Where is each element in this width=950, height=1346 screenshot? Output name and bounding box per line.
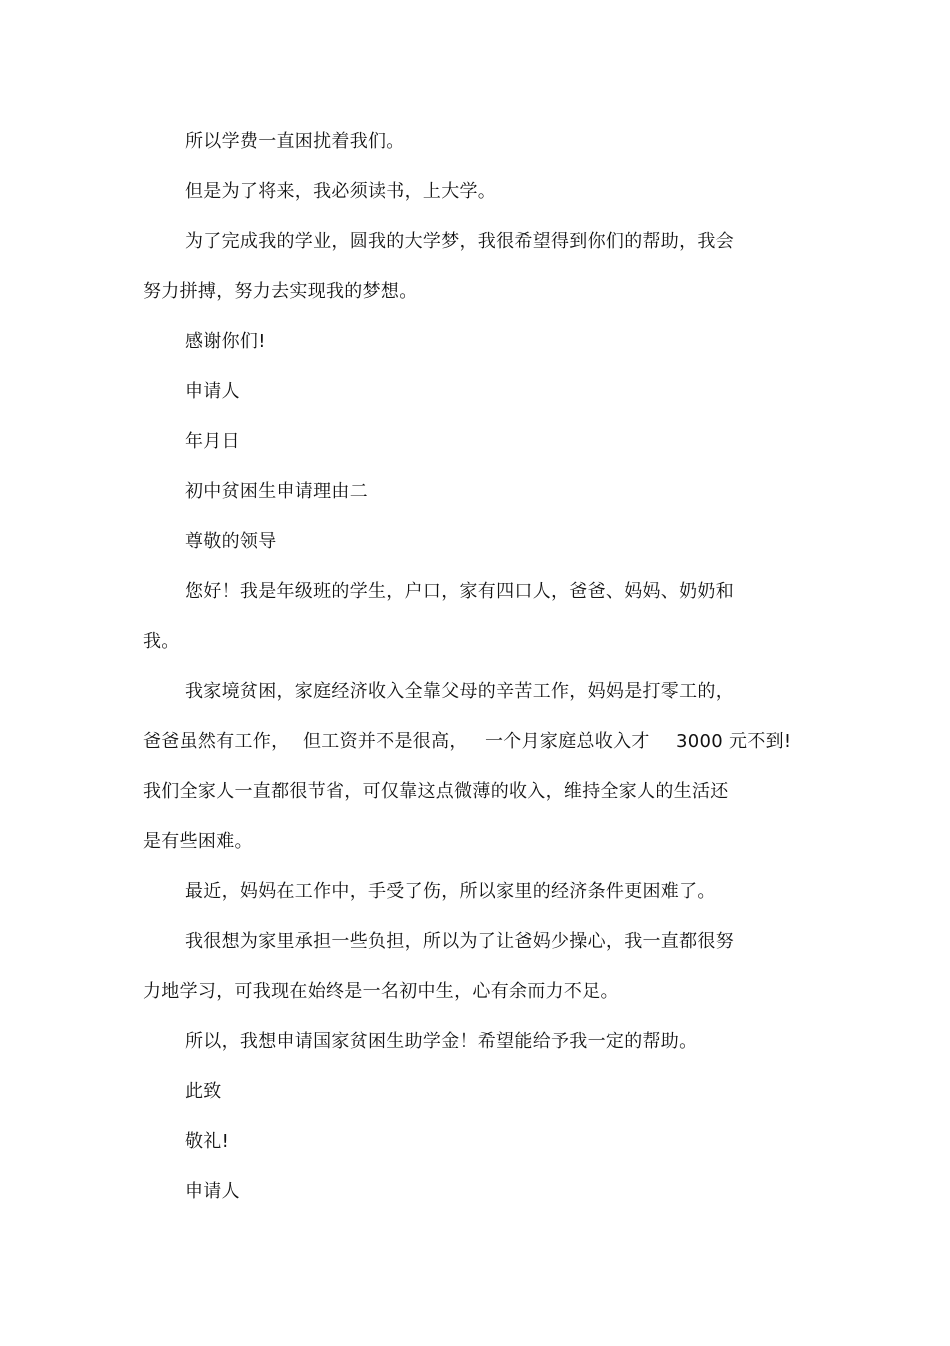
closing-line: 此致 <box>185 1081 222 1102</box>
income-amount: 3000 元不到! <box>676 731 792 752</box>
paragraph-line: 力地学习，可我现在始终是一名初中生，心有余而力不足。 <box>143 981 619 1002</box>
closing-line: 敬礼! <box>185 1131 230 1152</box>
date-line: 年月日 <box>185 431 240 452</box>
applicant-label: 申请人 <box>185 1181 240 1202</box>
income-line-part: 一个月家庭总收入才 <box>485 731 650 752</box>
paragraph-line: 努力拼搏，努力去实现我的梦想。 <box>143 281 418 302</box>
paragraph-line: 所以，我想申请国家贫困生助学金！希望能给予我一定的帮助。 <box>185 1031 698 1052</box>
paragraph-line: 所以学费一直困扰着我们。 <box>185 131 405 152</box>
paragraph-line: 但是为了将来，我必须读书，上大学。 <box>185 181 497 202</box>
paragraph-line: 为了完成我的学业，圆我的大学梦，我很希望得到你们的帮助，我会 <box>185 231 734 252</box>
paragraph-line: 最近，妈妈在工作中，手受了伤，所以家里的经济条件更困难了。 <box>185 881 716 902</box>
paragraph-line: 我。 <box>143 631 180 652</box>
applicant-label: 申请人 <box>185 381 240 402</box>
income-line <box>143 730 803 754</box>
income-line-part: 爸爸虽然有工作， <box>143 731 290 752</box>
section-title: 初中贫困生申请理由二 <box>185 481 368 502</box>
income-line-part: 但工资并不是很高， <box>303 731 468 752</box>
salutation: 尊敬的领导 <box>185 531 277 552</box>
paragraph-line: 我们全家人一直都很节省，可仅靠这点微薄的收入，维持全家人的生活还 <box>143 781 729 802</box>
thanks-line: 感谢你们! <box>185 331 266 352</box>
paragraph-line: 我很想为家里承担一些负担，所以为了让爸妈少操心，我一直都很努 <box>185 931 734 952</box>
paragraph-line: 是有些困难。 <box>143 831 253 852</box>
paragraph-line: 您好！我是年级班的学生，户口，家有四口人，爸爸、妈妈、奶奶和 <box>185 581 734 602</box>
paragraph-line: 我家境贫困，家庭经济收入全靠父母的辛苦工作，妈妈是打零工的， <box>185 681 734 702</box>
